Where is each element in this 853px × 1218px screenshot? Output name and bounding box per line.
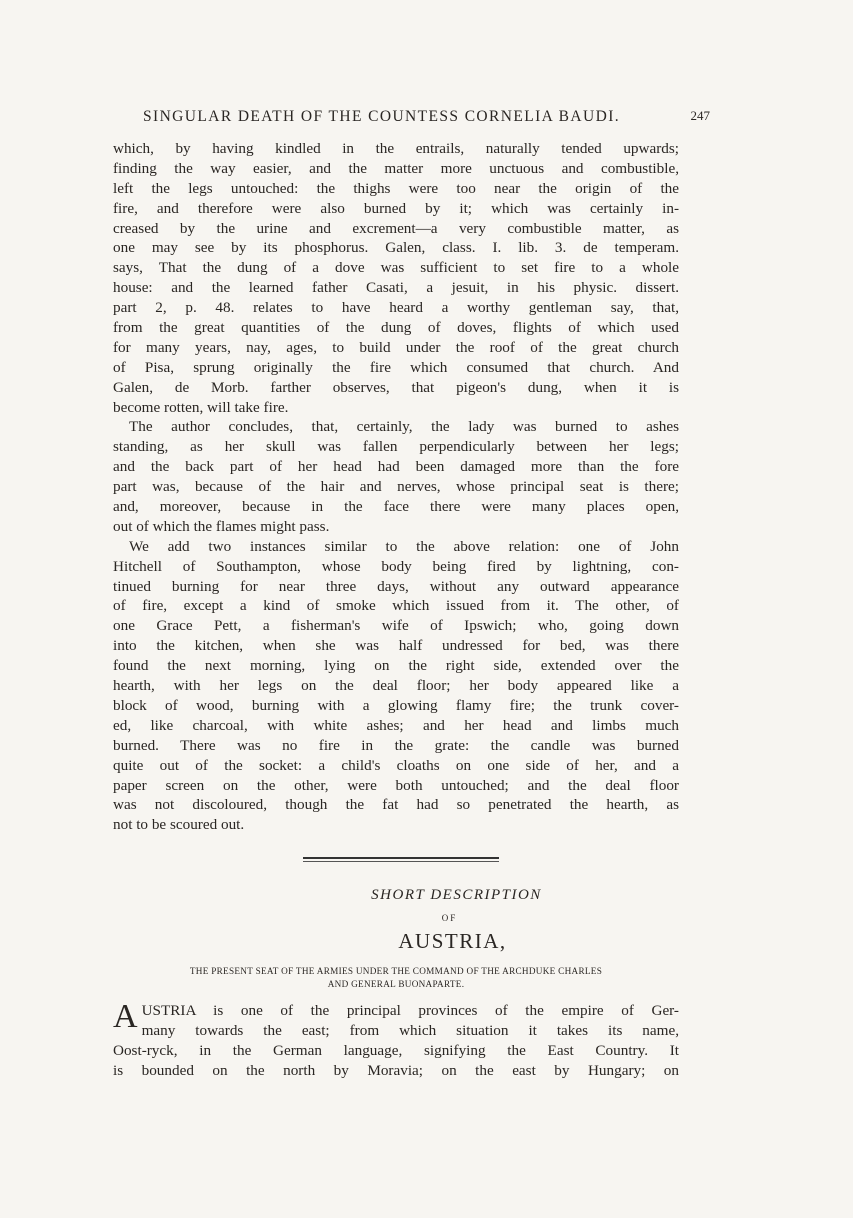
drop-cap: A (113, 998, 138, 1035)
article-title-line1: SHORT DESCRIPTION (371, 887, 542, 903)
text-line: become rotten, will take fire. (113, 398, 289, 416)
text-line: of fire, except a kind of smoke which issued from it. The other, of (113, 597, 679, 615)
text-line: found the next morning, lying on the right side, extended over the (113, 657, 679, 675)
text-line: fire, and therefore were also burned by it; which was certainly in- (113, 199, 679, 217)
text-line: The author concludes, that, certainly, the lady was burned to ashes (129, 418, 679, 436)
text-line: part was, because of the hair and nerves, whose principal seat is there; (113, 478, 679, 496)
text-line: burned. There was no fire in the grate: the candle was burned (113, 736, 679, 754)
subtitle-line2: AND GENERAL BUONAPARTE. (327, 979, 465, 989)
text-line: Hitchell of Southampton, whose body being fired by lightning, con- (113, 557, 679, 575)
article-title-of: OF (441, 913, 458, 923)
text-line: house: and the learned father Casati, a jesuit, in his physic. dissert. (113, 279, 679, 297)
running-title: SINGULAR DEATH OF THE COUNTESS CORNELIA BAUDI. (143, 108, 621, 125)
text-line: and the back part of her head had been damaged more than the fore (113, 458, 679, 476)
text-line: quite out of the socket: a child's cloaths on one side of her, and a (113, 756, 679, 774)
text-line: one may see by its phosphorus. Galen, class. I. lib. 3. de temperam. (113, 239, 679, 257)
section-divider (303, 857, 499, 862)
text-line: not to be scoured out. (113, 816, 245, 834)
text-line: of Pisa, sprung originally the fire which consumed that church. And (113, 358, 679, 376)
text-line: is bounded on the north by Moravia; on the east by Hungary; on (113, 1062, 679, 1079)
text-line: finding the way easier, and the matter more unctuous and combustible, (113, 159, 679, 177)
text-line: We add two instances similar to the above relation: one of John (129, 537, 679, 555)
text-line: standing, as her skull was fallen perpendicularly between her legs; (113, 438, 679, 456)
text-line: Oost-ryck, in the German language, signifying the East Country. It (113, 1042, 679, 1059)
text-line: ed, like charcoal, with white ashes; and her head and limbs much (113, 716, 679, 734)
text-line: one Grace Pett, a fisherman's wife of Ipswich; who, going down (113, 617, 679, 635)
text-line: left the legs untouched: the thighs were too near the origin of the (113, 179, 679, 197)
text-line: USTRIA is one of the principal provinces of the empire of Ger- (141, 1002, 679, 1019)
text-line: was not discoloured, though the fat had so penetrated the hearth, as (113, 796, 679, 814)
text-line: hearth, with her legs on the deal floor; her body appeared like a (113, 677, 679, 695)
text-line: which, by having kindled in the entrails, naturally tended upwards; (113, 140, 679, 157)
text-line: creased by the urine and excrement—a very combustible matter, as (113, 219, 679, 237)
text-line: out of which the flames might pass. (113, 517, 330, 535)
article-body-continued (113, 139, 679, 835)
text-line: for many years, nay, ages, to build under the roof of the great church (113, 338, 679, 356)
page-number: 247 (690, 108, 710, 123)
running-head (143, 108, 710, 126)
text-line: into the kitchen, when she was half undressed for bed, was there (113, 637, 679, 655)
text-line: part 2, p. 48. relates to have heard a worthy gentleman say, that, (113, 299, 679, 317)
article-title-line2: AUSTRIA, (398, 929, 507, 953)
text-line: block of wood, burning with a glowing flamy fire; the trunk cover- (113, 696, 679, 714)
article-body (113, 998, 679, 1081)
text-line: from the great quantities of the dung of doves, flights of which used (113, 319, 679, 337)
text-line: says, That the dung of a dove was sufficient to set fire to a whole (113, 259, 679, 277)
text-line: paper screen on the other, were both untouched; and the deal floor (113, 776, 679, 794)
text-line: Galen, de Morb. farther observes, that pigeon's dung, when it is (113, 378, 679, 396)
text-line: tinued burning for near three days, without any outward appearance (113, 577, 679, 595)
subtitle-line1: THE PRESENT SEAT OF THE ARMIES UNDER THE COMMAND OF THE ARCHDUKE CHARLES (189, 966, 603, 976)
article-subtitle (113, 965, 679, 991)
text-line: many towards the east; from which situation it takes its name, (141, 1022, 679, 1039)
text-line: and, moreover, because in the face there were many places open, (113, 498, 679, 516)
